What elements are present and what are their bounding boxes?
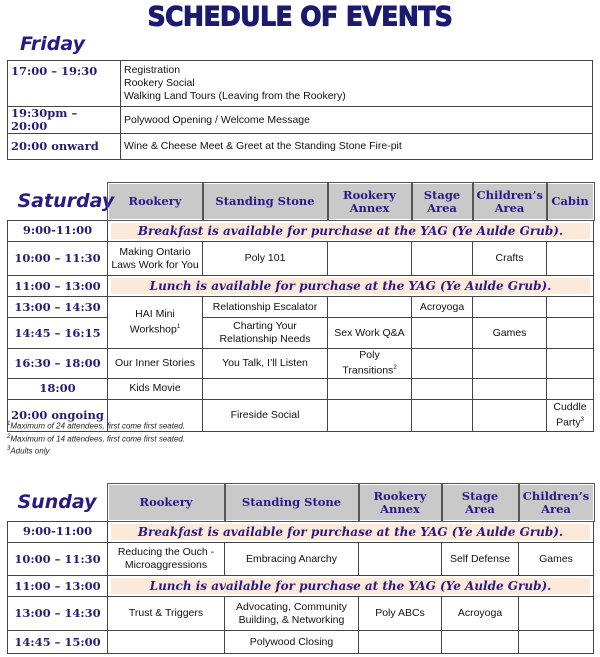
empty-cell: [519, 631, 594, 654]
event-name: Rookery Social: [124, 77, 195, 89]
event-name: Walking Land Tours (Leaving from the Rookery): [124, 90, 346, 102]
column-header: Stage Area: [412, 183, 473, 220]
table-row: [8, 220, 594, 242]
empty-cell: [108, 631, 225, 654]
empty-cell: [412, 318, 473, 349]
meal-banner: [108, 220, 594, 242]
empty-cell: [203, 378, 328, 399]
empty-cell: [412, 349, 473, 379]
empty-cell: [473, 399, 547, 431]
saturday-schedule-table: [7, 182, 595, 432]
event-cell: [412, 297, 473, 318]
event-name: Crafts: [495, 252, 524, 264]
empty-cell: [328, 378, 412, 399]
time-slot: 14:45 – 16:15: [8, 318, 108, 349]
event-name: Making Ontario Laws Work for You: [111, 245, 199, 271]
footnote-mark: 1: [176, 324, 181, 331]
event-name: Trust & Triggers: [128, 607, 204, 619]
event-cell: [121, 134, 593, 160]
meal-banner-text: Lunch is available for purchase at the YAG (Ye Aulde Grub).: [111, 278, 590, 294]
day-heading-sunday: Sunday: [17, 490, 97, 513]
column-header: Rookery: [108, 484, 225, 521]
table-row: [8, 134, 593, 160]
event-name: You Talk, I’ll Listen: [222, 356, 308, 369]
meal-banner: [108, 576, 594, 597]
empty-cell: [547, 242, 594, 276]
sunday-schedule-table: [7, 483, 595, 654]
event-cell: [121, 107, 593, 134]
event-name: Kids Movie: [129, 382, 181, 394]
empty-cell: [473, 297, 547, 318]
empty-cell: [547, 297, 594, 318]
empty-cell: [328, 242, 412, 276]
time-slot: 9:00-11:00: [8, 220, 108, 242]
event-name: Relationship Escalator: [212, 300, 318, 313]
footnote-mark: 3: [7, 446, 11, 453]
time-slot: 20:00 ongoing: [8, 399, 108, 431]
table-row: [8, 543, 594, 576]
table-row: [8, 107, 593, 134]
event-name: Games: [492, 326, 527, 339]
event-name: Polywood Opening / Welcome Message: [124, 113, 310, 126]
meal-banner-text: Breakfast is available for purchase at the YAG (Ye Aulde Grub).: [111, 524, 590, 540]
empty-cell: [359, 631, 442, 654]
footnote: [7, 419, 185, 432]
footnote-mark: 2: [7, 433, 11, 440]
event-cell: [473, 318, 547, 349]
time-slot: 19:30pm – 20:00: [8, 107, 121, 134]
day-heading-friday: Friday: [20, 33, 85, 55]
friday-schedule-table: [7, 60, 593, 160]
column-header: Stage Area: [442, 484, 519, 521]
empty-cell: [519, 597, 594, 631]
event-cell: [359, 597, 442, 631]
meal-banner-text: Breakfast is available for purchase at the YAG (Ye Aulde Grub).: [111, 223, 590, 239]
time-slot: 13:00 – 14:30: [8, 297, 108, 318]
time-slot: 20:00 onward: [8, 134, 121, 160]
time-slot: 16:30 – 18:00: [8, 349, 108, 379]
table-row: [8, 242, 594, 276]
event-cell: [108, 242, 203, 276]
event-cell: [225, 543, 359, 576]
footnote-text: Maximum of 14 attendees, first come first seated.: [10, 434, 186, 444]
footnote-text: Adults only: [10, 446, 50, 456]
meal-banner-text: Lunch is available for purchase at the YAG (Ye Aulde Grub).: [111, 578, 590, 594]
saturday-footnotes: [7, 419, 185, 457]
event-name: Cuddle Party: [553, 400, 587, 429]
footnote-text: Maximum of 24 attendees, first come first seated.: [10, 421, 186, 431]
column-header: Rookery: [108, 183, 203, 220]
footnote-mark: 1: [7, 421, 11, 427]
empty-cell: [412, 378, 473, 399]
event-cell: [108, 597, 225, 631]
event-name: Polywood Closing: [249, 635, 334, 648]
time-slot: 11:00 – 13:00: [8, 576, 108, 597]
event-cell: [328, 349, 412, 379]
event-cell: [225, 631, 359, 654]
empty-cell: [412, 242, 473, 276]
table-row: [8, 318, 594, 349]
column-header: Rookery Annex: [328, 183, 412, 220]
event-name: Fireside Social: [230, 408, 300, 421]
empty-cell: [442, 631, 519, 654]
table-row: [8, 597, 594, 631]
day-heading-saturday: Saturday: [17, 189, 115, 212]
event-cell: [108, 349, 203, 379]
event-cell: [442, 543, 519, 576]
event-cell: [547, 399, 594, 431]
event-name: Poly ABCs: [375, 607, 425, 619]
event-cell: [108, 297, 203, 349]
event-name: Self Defense: [449, 552, 511, 565]
event-cell: [108, 543, 225, 576]
time-slot: 17:00 – 19:30: [8, 61, 121, 107]
time-slot: 14:45 – 15:00: [8, 631, 108, 654]
meal-banner: [108, 276, 594, 297]
time-slot: 18:00: [8, 378, 108, 399]
event-name: Acroyoga: [419, 300, 465, 313]
meal-banner: [108, 521, 594, 543]
footnote: [7, 444, 185, 457]
event-cell: [203, 349, 328, 379]
event-name: Poly Transitions: [342, 349, 394, 377]
footnote-mark: 2: [393, 365, 397, 371]
empty-cell: [547, 378, 594, 399]
time-slot: 10:00 – 11:30: [8, 543, 108, 576]
table-row: [8, 631, 594, 654]
event-cell: [473, 242, 547, 276]
empty-cell: [473, 349, 547, 379]
event-name: Sex Work Q&A: [334, 326, 405, 339]
event-cell: [442, 597, 519, 631]
column-header: Cabin: [547, 183, 594, 220]
footnote: [7, 432, 185, 445]
time-slot: 10:00 – 11:30: [8, 242, 108, 276]
table-row: [8, 297, 594, 318]
table-row: [8, 576, 594, 597]
event-cell: [225, 597, 359, 631]
event-cell: [203, 242, 328, 276]
event-name: Acroyoga: [457, 607, 503, 619]
event-cell: [203, 318, 328, 349]
event-name: Wine & Cheese Meet & Greet at the Standing Stone Fire-pit: [124, 140, 402, 152]
event-cell: [203, 399, 328, 431]
footnote-mark: 3: [580, 416, 584, 423]
header-row: [8, 484, 594, 521]
page-title: SCHEDULE OF EVENTS: [147, 1, 453, 32]
event-cell: [121, 61, 593, 107]
event-name: Embracing Anarchy: [245, 552, 338, 565]
column-header: Children’s Area: [519, 484, 594, 521]
event-name: Games: [539, 552, 573, 565]
event-name: Registration: [124, 64, 181, 76]
event-name: Reducing the Ouch - Microaggressions: [117, 546, 215, 571]
header-row: [8, 183, 594, 220]
event-name: Poly 101: [244, 252, 286, 264]
column-header: Standing Stone: [225, 484, 359, 521]
empty-cell: [412, 399, 473, 431]
table-row: [8, 276, 594, 297]
table-row: [8, 378, 594, 399]
time-slot: 13:00 – 14:30: [8, 597, 108, 631]
empty-cell: [547, 318, 594, 349]
column-header: Rookery Annex: [359, 484, 442, 521]
event-name: Charting Your Relationship Needs: [219, 320, 311, 345]
empty-cell: [547, 349, 594, 379]
column-header: Standing Stone: [203, 183, 328, 220]
empty-cell: [328, 399, 412, 431]
table-row: [8, 521, 594, 543]
event-cell: [519, 543, 594, 576]
event-cell: [328, 318, 412, 349]
column-header: Children’s Area: [473, 183, 547, 220]
event-name: Advocating, Community Building, & Networking: [236, 600, 347, 626]
table-row: [8, 349, 594, 379]
event-name: Our Inner Stories: [115, 356, 195, 369]
time-slot: 11:00 – 13:00: [8, 276, 108, 297]
empty-cell: [328, 297, 412, 318]
event-cell: [203, 297, 328, 318]
event-name: HAI Mini Workshop: [129, 308, 177, 336]
empty-cell: [473, 378, 547, 399]
event-cell: [108, 378, 203, 399]
time-slot: 9:00-11:00: [8, 521, 108, 543]
table-row: [8, 61, 593, 107]
empty-cell: [359, 543, 442, 576]
